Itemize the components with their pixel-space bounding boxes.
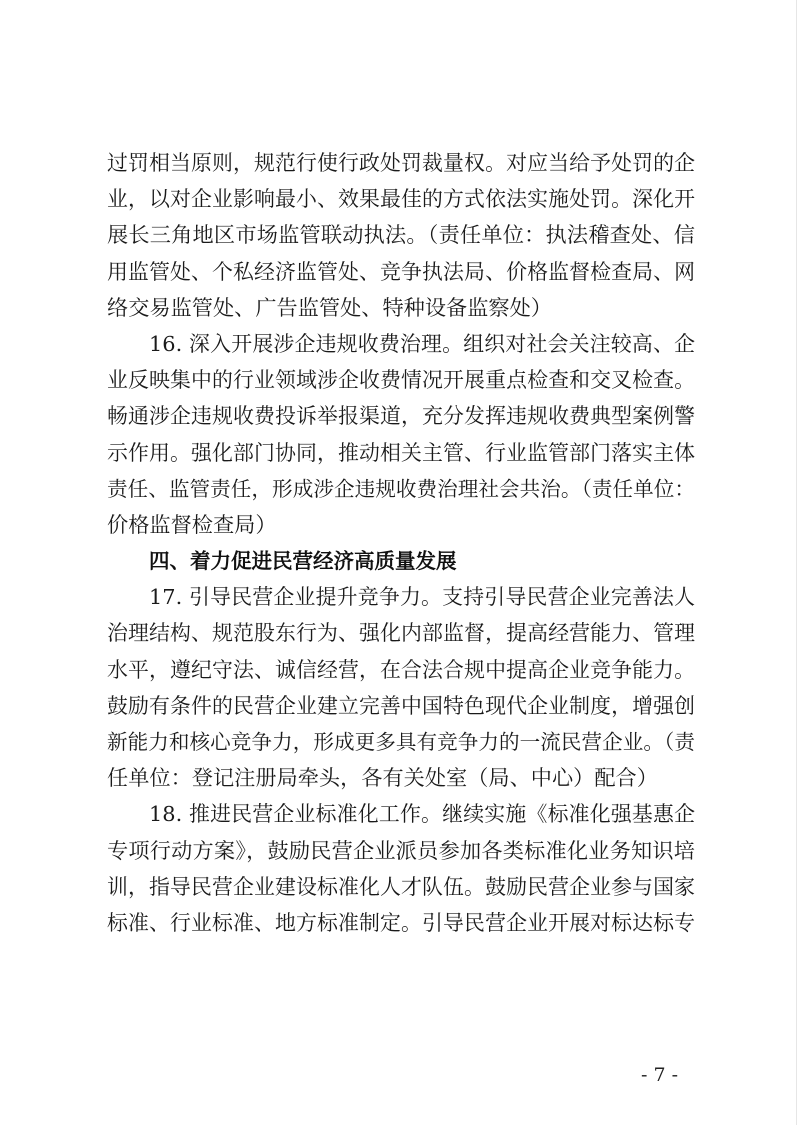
text-line: 治理结构、规范股东行为、强化内部监督，提高经营能力、管理	[107, 621, 695, 646]
page-number: - 7 -	[641, 1064, 679, 1086]
text-line: 示作用。强化部门协同，推动相关主管、行业监管部门落实主体	[107, 440, 695, 465]
text-line: 训，指导民营企业建设标准化人才队伍。鼓励民营企业参与国家	[107, 874, 695, 899]
item-18-first-line: 18. 推进民营企业标准化工作。继续实施《标准化强基惠企	[149, 802, 695, 827]
text-line: 过罚相当原则，规范行使行政处罚裁量权。对应当给予处罚的企	[107, 151, 695, 175]
text-line: 鼓励有条件的民营企业建立完善中国特色现代企业制度，增强创	[107, 693, 695, 718]
text-line: 业，以对企业影响最小、效果最佳的方式依法实施处罚。深化开	[107, 187, 695, 212]
text-line: 展长三角地区市场监管联动执法。（责任单位：执法稽查处、信	[107, 222, 695, 248]
text-line: 任单位：登记注册局牵头，各有关处室（局、中心）配合）	[107, 765, 658, 791]
text-line: 责任、监管责任，形成涉企违规收费治理社会共治。（责任单位：	[107, 476, 695, 501]
section-heading: 四、着力促进民营经济高质量发展	[149, 549, 457, 574]
text-line: 新能力和核心竞争力，形成更多具有竞争力的一流民营企业。（责	[107, 730, 695, 754]
document-body	[107, 145, 695, 941]
text-line: 用监管处、个私经济监管处、竞争执法局、价格监督检查局、网	[107, 259, 695, 284]
text-line: 业反映集中的行业领域涉企收费情况开展重点检查和交叉检查。	[107, 368, 695, 393]
text-line: 专项行动方案》，鼓励民营企业派员参加各类标准化业务知识培	[107, 837, 695, 863]
text-line: 络交易监管处、广告监管处、特种设备监察处）	[107, 294, 552, 320]
text-line: 标准、行业标准、地方标准制定。引导民营企业开展对标达标专	[107, 910, 695, 935]
text-line: 价格监督检查局）	[107, 511, 277, 537]
item-17-first-line: 17. 引导民营企业提升竞争力。支持引导民营企业完善法人	[149, 585, 695, 610]
text-line: 畅通涉企违规收费投诉举报渠道，充分发挥违规收费典型案例警	[107, 404, 695, 429]
item-16-first-line: 16. 深入开展涉企违规收费治理。组织对社会关注较高、企	[149, 331, 695, 356]
text-line: 水平，遵纪守法、诚信经营，在合法合规中提高企业竞争能力。	[107, 657, 695, 682]
